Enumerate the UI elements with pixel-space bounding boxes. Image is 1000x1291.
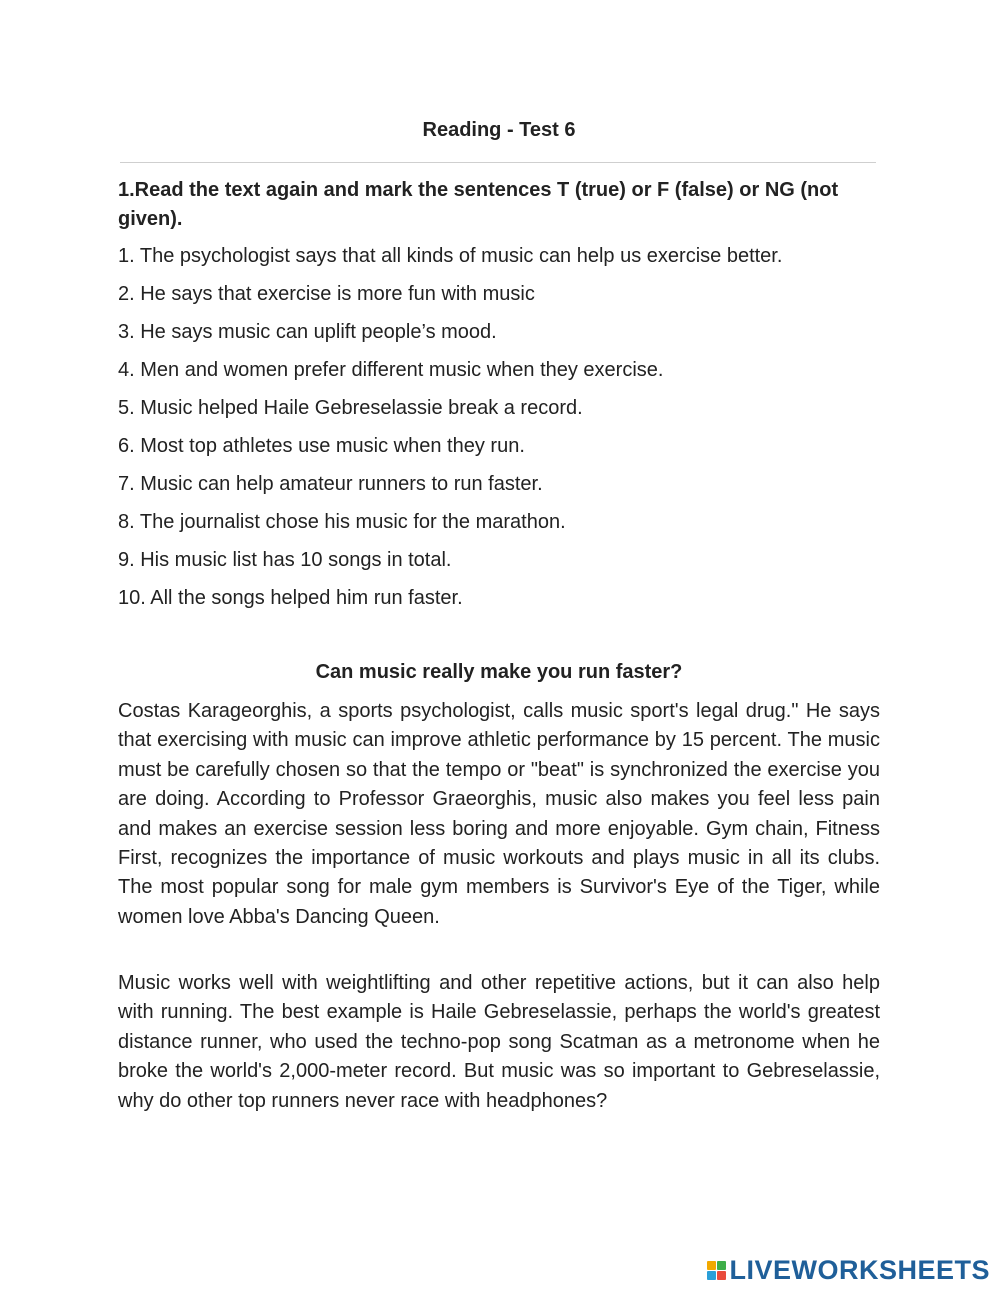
question-item: 8. The journalist chose his music for the marathon. [118,511,566,533]
logo-block [707,1261,716,1270]
article-paragraph: Costas Karageorghis, a sports psychologist, calls music sport's legal drug." He says that exercising with music can improve athletic performance by 15 percent. The music must be carefully chosen so that the tempo or "beat" is synchronized the exercise you are doing. According to Professor Graeorghis, music also makes you feel less pain and makes an exercise session less boring and more enjoyable. Gym chain, Fitness First, recognizes the importance of music workouts and plays music in all its clubs. The most popular song for male gym members is Survivor's Eye of the Tiger, while women love Abba's Dancing Queen. [118,700,880,928]
liveworksheets-logo [707,1255,990,1285]
question-item: 9. His music list has 10 songs in total. [118,549,452,571]
logo-block [707,1271,716,1280]
question-item: 3. He says music can uplift people’s mood. [118,321,497,343]
logo-blocks-icon [707,1261,726,1280]
logo-text: LIVEWORKSHEETS [729,1255,990,1285]
page-title: Reading - Test 6 [422,119,576,141]
title-divider [120,162,876,163]
question-item: 6. Most top athletes use music when they run. [118,435,525,457]
question-item: 1. The psychologist says that all kinds of music can help us exercise better. [118,245,783,267]
exercise-instruction: 1.Read the text again and mark the sentences T (true) or F (false) or NG (not given). [118,179,839,230]
question-item: 2. He says that exercise is more fun with music [118,283,535,305]
article-paragraph: Music works well with weightlifting and other repetitive actions, but it can also help with running. The best example is Haile Gebreselassie, perhaps the world's greatest distance runner, who used the techno-pop song Scatman as a metronome when he broke the world's 2,000-meter record. But music was so important to Gebreselassie, why do other top runners never race with headphones? [118,972,880,1112]
logo-block [717,1271,726,1280]
logo-block [717,1261,726,1270]
article-title: Can music really make you run faster? [315,661,683,683]
question-item: 7. Music can help amateur runners to run faster. [118,473,543,495]
question-list [118,242,880,622]
question-item: 5. Music helped Haile Gebreselassie break a record. [118,397,583,419]
question-item: 10. All the songs helped him run faster. [118,587,463,609]
question-item: 4. Men and women prefer different music when they exercise. [118,359,664,381]
